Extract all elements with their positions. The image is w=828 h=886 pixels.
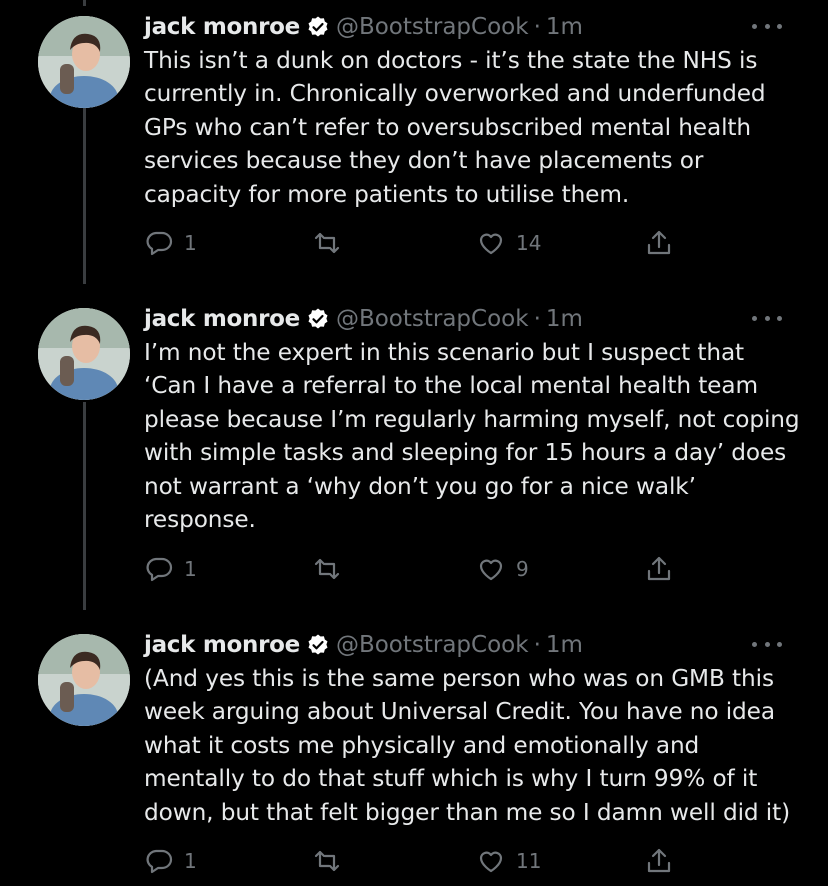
timestamp[interactable]: 1m: [545, 14, 583, 40]
tweet-text-line: ‘Can I have a referral to the local mental health team: [144, 372, 758, 400]
like-count: 14: [516, 231, 542, 255]
avatar-photo: [38, 634, 130, 726]
more-options-icon[interactable]: [752, 632, 782, 656]
tweet-text: [144, 662, 804, 829]
heart-icon: [476, 228, 506, 258]
tweet-text-line: what it costs me physically and emotionally and: [144, 731, 700, 759]
tweet-text-line: not warrant a ‘why don’t you go for a nice walk’: [144, 472, 696, 500]
share-button[interactable]: [644, 226, 674, 260]
timestamp[interactable]: 1m: [545, 632, 583, 658]
tweet-text-line: response.: [144, 506, 256, 534]
tweet-text-line: with simple tasks and sleeping for 15 hours a day’ does: [144, 439, 787, 467]
reply-icon: [144, 554, 174, 584]
tweet-text-line: week arguing about Universal Credit. You have no idea: [144, 698, 775, 726]
verified-badge-icon: [306, 307, 330, 331]
reply-button[interactable]: [144, 552, 197, 586]
author-handle[interactable]: @BootstrapCook: [335, 306, 529, 332]
separator-dot: ·: [533, 14, 541, 40]
share-button[interactable]: [644, 552, 674, 586]
author-name[interactable]: jack monroe: [144, 632, 300, 658]
tweet[interactable]: [0, 302, 828, 602]
author-handle[interactable]: @BootstrapCook: [335, 14, 529, 40]
like-button[interactable]: [476, 552, 529, 586]
reply-icon: [144, 228, 174, 258]
like-count: 9: [516, 557, 529, 581]
share-icon: [644, 228, 674, 258]
retweet-icon: [312, 228, 342, 258]
action-bar: [144, 844, 684, 878]
share-icon: [644, 846, 674, 876]
more-options-icon[interactable]: [752, 14, 782, 38]
action-bar: [144, 552, 684, 586]
tweet-text-line: mentally to do that stuff which is why I turn 99% of it: [144, 765, 758, 793]
author-handle[interactable]: @BootstrapCook: [335, 632, 529, 658]
heart-icon: [476, 554, 506, 584]
retweet-button[interactable]: [312, 226, 352, 260]
tweet-text-line: This isn’t a dunk on doctors - it’s the state the NHS is: [144, 47, 758, 74]
tweet-text-line: please because I’m regularly harming myself, not coping: [144, 405, 800, 433]
avatar[interactable]: [38, 16, 130, 108]
tweet-text-line: services because they don’t have placements or: [144, 147, 704, 175]
tweet[interactable]: [0, 628, 828, 886]
verified-badge-icon: [306, 15, 330, 39]
tweet-text-line: down, but that felt bigger than me so I damn well did it): [144, 798, 791, 826]
avatar-photo: [38, 308, 130, 400]
tweet-text-line: currently in. Chronically overworked and underfunded: [144, 80, 766, 108]
thread-line-top: [83, 0, 86, 6]
like-button[interactable]: [476, 844, 541, 878]
retweet-icon: [312, 554, 342, 584]
action-bar: [144, 226, 684, 260]
avatar[interactable]: [38, 634, 130, 726]
reply-count: 1: [184, 557, 197, 581]
retweet-button[interactable]: [312, 552, 352, 586]
reply-count: 1: [184, 231, 197, 255]
share-button[interactable]: [644, 844, 674, 878]
author-name[interactable]: jack monroe: [144, 306, 300, 332]
tweet-text: [144, 336, 804, 536]
reply-button[interactable]: [144, 844, 197, 878]
avatar-photo: [38, 16, 130, 108]
tweet-text-line: capacity for more patients to utilise them.: [144, 180, 630, 208]
retweet-icon: [312, 846, 342, 876]
reply-count: 1: [184, 849, 197, 873]
heart-icon: [476, 846, 506, 876]
tweet-text-line: (And yes this is the same person who was on GMB this: [144, 665, 774, 692]
verified-badge-icon: [306, 633, 330, 657]
like-button[interactable]: [476, 226, 541, 260]
reply-button[interactable]: [144, 226, 197, 260]
reply-icon: [144, 846, 174, 876]
share-icon: [644, 554, 674, 584]
tweet-text-line: I’m not the expert in this scenario but I suspect that: [144, 339, 745, 366]
more-options-icon[interactable]: [752, 306, 782, 330]
tweet-text: [144, 44, 804, 211]
retweet-button[interactable]: [312, 844, 352, 878]
like-count: 11: [516, 849, 542, 873]
timestamp[interactable]: 1m: [545, 306, 583, 332]
separator-dot: ·: [533, 632, 541, 658]
tweet-text-line: GPs who can’t refer to oversubscribed mental health: [144, 113, 752, 141]
tweet[interactable]: [0, 10, 828, 280]
avatar[interactable]: [38, 308, 130, 400]
separator-dot: ·: [533, 306, 541, 332]
author-name[interactable]: jack monroe: [144, 14, 300, 40]
